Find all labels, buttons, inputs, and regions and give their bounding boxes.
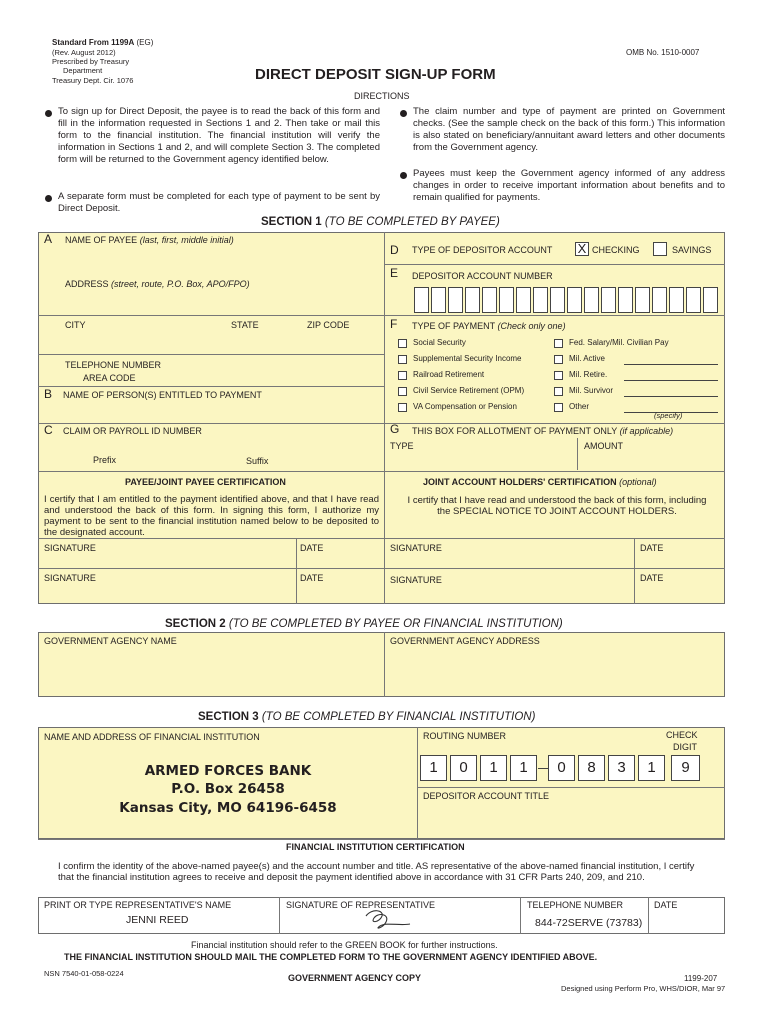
payee-date-field[interactable] bbox=[298, 552, 383, 567]
rep-signature-label: SIGNATURE OF REPRESENTATIVE bbox=[286, 900, 436, 910]
payment-type-checkbox[interactable] bbox=[554, 387, 563, 396]
joint-signature-field[interactable] bbox=[386, 552, 633, 567]
direction-left-2: A separate form must be completed for each type of payment to be sent by Direct Deposit. bbox=[58, 191, 380, 214]
payment-type-option-label: Civil Service Retirement (OPM) bbox=[413, 386, 525, 395]
claim-id-label: CLAIM OR PAYROLL ID NUMBER bbox=[63, 426, 202, 436]
account-number-digit-box[interactable] bbox=[465, 287, 480, 313]
specify-label: (specify) bbox=[654, 411, 683, 420]
direction-right-2: Payees must keep the Government agency informed of any address changes in order to receive important information about benefits and to remain qualified for payments. bbox=[413, 168, 725, 203]
payee-signature-field[interactable] bbox=[40, 552, 295, 567]
payee-signature-label: SIGNATURE bbox=[44, 543, 96, 553]
bullet-icon bbox=[400, 110, 407, 117]
agency-name-field[interactable] bbox=[40, 648, 383, 695]
address-label: ADDRESS (street, route, P.O. Box, APO/FPO) bbox=[65, 279, 250, 289]
payment-type-option-label: Fed. Salary/Mil. Civilian Pay bbox=[569, 338, 669, 347]
payment-type-option-label: VA Compensation or Pension bbox=[413, 402, 517, 411]
payment-type-option-label: Mil. Retire. bbox=[569, 370, 608, 379]
check-digit-label-2: DIGIT bbox=[673, 742, 697, 752]
payment-type-checkbox[interactable] bbox=[398, 387, 407, 396]
green-book-note: Financial institution should refer to the GREEN BOOK for further instructions. bbox=[191, 940, 498, 950]
date-label: DATE bbox=[654, 900, 678, 910]
routing-digit-box[interactable]: 3 bbox=[608, 755, 635, 781]
suffix-label: Suffix bbox=[246, 456, 269, 466]
payee-date-label: DATE bbox=[300, 543, 324, 553]
telephone-label: TELEPHONE NUMBER bbox=[65, 360, 162, 370]
payee-signature-2-field[interactable] bbox=[40, 584, 295, 602]
account-number-digit-box[interactable] bbox=[516, 287, 531, 313]
account-type-label: TYPE OF DEPOSITOR ACCOUNT bbox=[412, 245, 553, 255]
direction-right-1: The claim number and type of payment are printed on Government checks. (See the sample check on the back of this form.) This information is also stated on beneficiary/annuitant award letters and other documents from the Government agency. bbox=[413, 106, 725, 153]
routing-number-label: ROUTING NUMBER bbox=[423, 731, 506, 741]
savings-label: SAVINGS bbox=[672, 245, 712, 255]
allotment-label: THIS BOX FOR ALLOTMENT OF PAYMENT ONLY (if applicable) bbox=[412, 426, 674, 436]
payment-type-option-label: Mil. Survivor bbox=[569, 386, 614, 395]
payment-type-checkbox[interactable] bbox=[554, 403, 563, 412]
routing-digit-box[interactable]: 8 bbox=[578, 755, 605, 781]
agency-address-label: GOVERNMENT AGENCY ADDRESS bbox=[390, 636, 540, 646]
omb-number: OMB No. 1510-0007 bbox=[626, 48, 700, 57]
account-title-label: DEPOSITOR ACCOUNT TITLE bbox=[423, 791, 550, 801]
date-field[interactable] bbox=[650, 910, 723, 932]
payee-cert-title: PAYEE/JOINT PAYEE CERTIFICATION bbox=[125, 477, 286, 487]
account-number-digit-box[interactable] bbox=[431, 287, 446, 313]
payment-type-option-label: Social Security bbox=[413, 338, 466, 347]
joint-date-2-label: DATE bbox=[640, 573, 664, 583]
direction-left-1: To sign up for Direct Deposit, the payee is to read the back of this form and fill in the information requested in Sections 1 and 2. Then take or mail this form to the financial institution. The financial institution will verify the information in Sections 1 and 2, and will complete Section 3. The completed form will be returned to the Government agency identified below. bbox=[58, 106, 380, 165]
field-a-letter: A bbox=[44, 232, 53, 246]
field-b-letter: B bbox=[44, 387, 53, 401]
agency-address-field[interactable] bbox=[386, 648, 723, 695]
bullet-icon bbox=[400, 172, 407, 179]
telephone-number[interactable]: 844-72SERVE (73783) bbox=[535, 917, 643, 929]
payment-type-option-label: Railroad Retirement bbox=[413, 370, 485, 379]
account-number-digit-box[interactable] bbox=[703, 287, 718, 313]
field-c-letter: C bbox=[44, 423, 53, 437]
form-number: 1199-207 bbox=[684, 974, 718, 983]
account-number-digit-box[interactable] bbox=[635, 287, 650, 313]
payment-write-in-line[interactable] bbox=[624, 380, 718, 381]
allotment-type-field[interactable] bbox=[386, 452, 576, 470]
form-title: DIRECT DEPOSIT SIGN-UP FORM bbox=[255, 66, 496, 83]
fi-cert-title: FINANCIAL INSTITUTION CERTIFICATION bbox=[286, 842, 465, 852]
payment-type-checkbox[interactable] bbox=[554, 355, 563, 364]
payment-type-checkbox[interactable] bbox=[398, 339, 407, 348]
zip-label: ZIP CODE bbox=[307, 320, 350, 330]
savings-checkbox[interactable] bbox=[653, 242, 667, 256]
account-number-label: DEPOSITOR ACCOUNT NUMBER bbox=[412, 271, 553, 281]
form-id: Standard From 1199A (EG) bbox=[52, 38, 154, 47]
area-code-label: AREA CODE bbox=[83, 373, 136, 383]
mail-notice: THE FINANCIAL INSTITUTION SHOULD MAIL THE COMPLETED FORM TO THE GOVERNMENT AGENCY IDENTIFIED ABOVE. bbox=[64, 952, 598, 962]
account-number-digit-box[interactable] bbox=[669, 287, 684, 313]
prefix-label: Prefix bbox=[93, 455, 117, 465]
account-number-digit-box[interactable] bbox=[686, 287, 701, 313]
rep-signature[interactable] bbox=[360, 904, 420, 934]
address-field[interactable] bbox=[40, 292, 383, 314]
check-digit-label: CHECK bbox=[666, 730, 698, 740]
routing-digit-box[interactable]: 0 bbox=[450, 755, 477, 781]
payment-type-checkbox[interactable] bbox=[398, 355, 407, 364]
routing-digit-box[interactable]: 1 bbox=[638, 755, 665, 781]
designed-by: Designed using Perform Pro, WHS/DIOR, Mar 97 bbox=[561, 984, 726, 993]
payment-type-checkbox[interactable] bbox=[398, 403, 407, 412]
routing-digit-box[interactable]: 1 bbox=[480, 755, 507, 781]
payment-type-checkbox[interactable] bbox=[554, 371, 563, 380]
section-2-heading: SECTION 2 (TO BE COMPLETED BY PAYEE OR FINANCIAL INSTITUTION) bbox=[165, 618, 563, 630]
joint-signature-2-label: SIGNATURE bbox=[390, 575, 442, 585]
directions-heading: DIRECTIONS bbox=[354, 91, 410, 101]
prescribed-department: Department bbox=[63, 66, 103, 75]
account-number-digit-box[interactable] bbox=[482, 287, 497, 313]
copy-label: GOVERNMENT AGENCY COPY bbox=[288, 973, 422, 983]
field-g-letter: G bbox=[390, 422, 400, 436]
payee-date-2-field[interactable] bbox=[298, 584, 383, 602]
payment-type-option-label: Mil. Active bbox=[569, 354, 606, 363]
routing-separator bbox=[538, 768, 548, 769]
account-number-digit-box[interactable] bbox=[499, 287, 514, 313]
nsn-number: NSN 7540-01-058-0224 bbox=[44, 969, 124, 978]
claim-id-field[interactable] bbox=[40, 438, 383, 470]
rep-name-label: PRINT OR TYPE REPRESENTATIVE'S NAME bbox=[44, 900, 232, 910]
allotment-amount-label: AMOUNT bbox=[584, 441, 623, 451]
payment-type-checkbox[interactable] bbox=[398, 371, 407, 380]
payee-signature-2-label: SIGNATURE bbox=[44, 573, 96, 583]
account-number-digit-box[interactable] bbox=[550, 287, 565, 313]
section-3-heading: SECTION 3 (TO BE COMPLETED BY FINANCIAL INSTITUTION) bbox=[198, 711, 536, 723]
bullet-icon bbox=[45, 195, 52, 202]
prescribed-by: Prescribed by Treasury bbox=[52, 57, 130, 66]
telephone-label: TELEPHONE NUMBER bbox=[527, 900, 624, 910]
checking-checkbox[interactable]: X bbox=[575, 242, 589, 256]
payment-write-in-line[interactable] bbox=[624, 396, 718, 397]
joint-signature-label: SIGNATURE bbox=[390, 543, 442, 553]
account-number-digit-box[interactable] bbox=[584, 287, 599, 313]
bank-address-line-1: P.O. Box 26458 bbox=[171, 781, 285, 797]
joint-date-2-field[interactable] bbox=[636, 584, 724, 602]
routing-digit-box[interactable]: 1 bbox=[510, 755, 537, 781]
account-number-digit-box[interactable] bbox=[533, 287, 548, 313]
payee-date-2-label: DATE bbox=[300, 573, 324, 583]
account-number-digit-box[interactable] bbox=[652, 287, 667, 313]
joint-date-label: DATE bbox=[640, 543, 664, 553]
telephone-field[interactable] bbox=[190, 358, 382, 384]
joint-cert-title: JOINT ACCOUNT HOLDERS' CERTIFICATION (optional) bbox=[423, 477, 657, 487]
routing-digit-box[interactable]: 1 bbox=[420, 755, 447, 781]
bank-address-line-2: Kansas City, MO 64196-6458 bbox=[119, 800, 337, 816]
fi-cert-text: I confirm the identity of the above-named payee(s) and the account number and title. AS representative of the above-named financial institution, I certify that the financial institution agrees to receive and deposit the payment identified above in accordance with 31 CFR Parts 240, 209, and 210. bbox=[58, 861, 695, 883]
field-e-letter: E bbox=[390, 266, 399, 280]
routing-digit-box[interactable]: 0 bbox=[548, 755, 575, 781]
section-1-heading: SECTION 1 (TO BE COMPLETED BY PAYEE) bbox=[261, 216, 500, 228]
bullet-icon bbox=[45, 110, 52, 117]
account-number-digit-box[interactable] bbox=[414, 287, 429, 313]
treasury-circular: Treasury Dept. Cir. 1076 bbox=[52, 76, 134, 85]
payee-cert-text: I certify that I am entitled to the payment identified above, and that I have read and understood the back of this form. In signing this form, I authorize my payment to be sent to the financial institution named below to be deposited to the designated account. bbox=[44, 494, 379, 538]
persons-entitled-field[interactable] bbox=[40, 403, 383, 421]
payment-type-option-label: Other bbox=[569, 402, 590, 411]
field-d-letter: D bbox=[390, 243, 399, 257]
rep-name[interactable]: JENNI REED bbox=[126, 914, 189, 926]
joint-cert-text: I certify that I have read and understood the back of this form, including the SPECIAL NOTICE TO JOINT ACCOUNT HOLDERS. bbox=[407, 495, 707, 517]
account-number-digit-box[interactable] bbox=[448, 287, 463, 313]
name-of-payee-field[interactable] bbox=[40, 248, 383, 272]
allotment-type-label: TYPE bbox=[390, 441, 414, 451]
field-f-letter: F bbox=[390, 317, 398, 331]
account-number-digit-box[interactable] bbox=[618, 287, 633, 313]
check-digit-box[interactable]: 9 bbox=[671, 755, 700, 781]
account-title-field[interactable] bbox=[419, 803, 723, 837]
name-of-payee-label: NAME OF PAYEE (last, first, middle initial) bbox=[65, 235, 234, 245]
payment-write-in-line[interactable] bbox=[624, 364, 718, 365]
fi-name-address-label: NAME AND ADDRESS OF FINANCIAL INSTITUTION bbox=[44, 732, 260, 742]
bank-name: ARMED FORCES BANK bbox=[144, 763, 312, 779]
account-number-digit-box[interactable] bbox=[567, 287, 582, 313]
allotment-amount-field[interactable] bbox=[579, 452, 723, 470]
state-label: STATE bbox=[231, 320, 259, 330]
joint-signature-2-field[interactable] bbox=[386, 588, 633, 602]
city-state-zip-field[interactable] bbox=[40, 332, 383, 352]
payment-type-checkbox[interactable] bbox=[554, 339, 563, 348]
checking-label: CHECKING bbox=[592, 245, 640, 255]
joint-date-field[interactable] bbox=[636, 552, 724, 567]
account-number-digit-box[interactable] bbox=[601, 287, 616, 313]
agency-name-label: GOVERNMENT AGENCY NAME bbox=[44, 636, 177, 646]
payment-type-label: TYPE OF PAYMENT (Check only one) bbox=[412, 321, 566, 331]
city-label: CITY bbox=[65, 320, 86, 330]
payment-type-option-label: Supplemental Security Income bbox=[413, 354, 522, 363]
persons-entitled-label: NAME OF PERSON(S) ENTITLED TO PAYMENT bbox=[63, 390, 262, 400]
revision-date: (Rev. August 2012) bbox=[52, 48, 116, 57]
